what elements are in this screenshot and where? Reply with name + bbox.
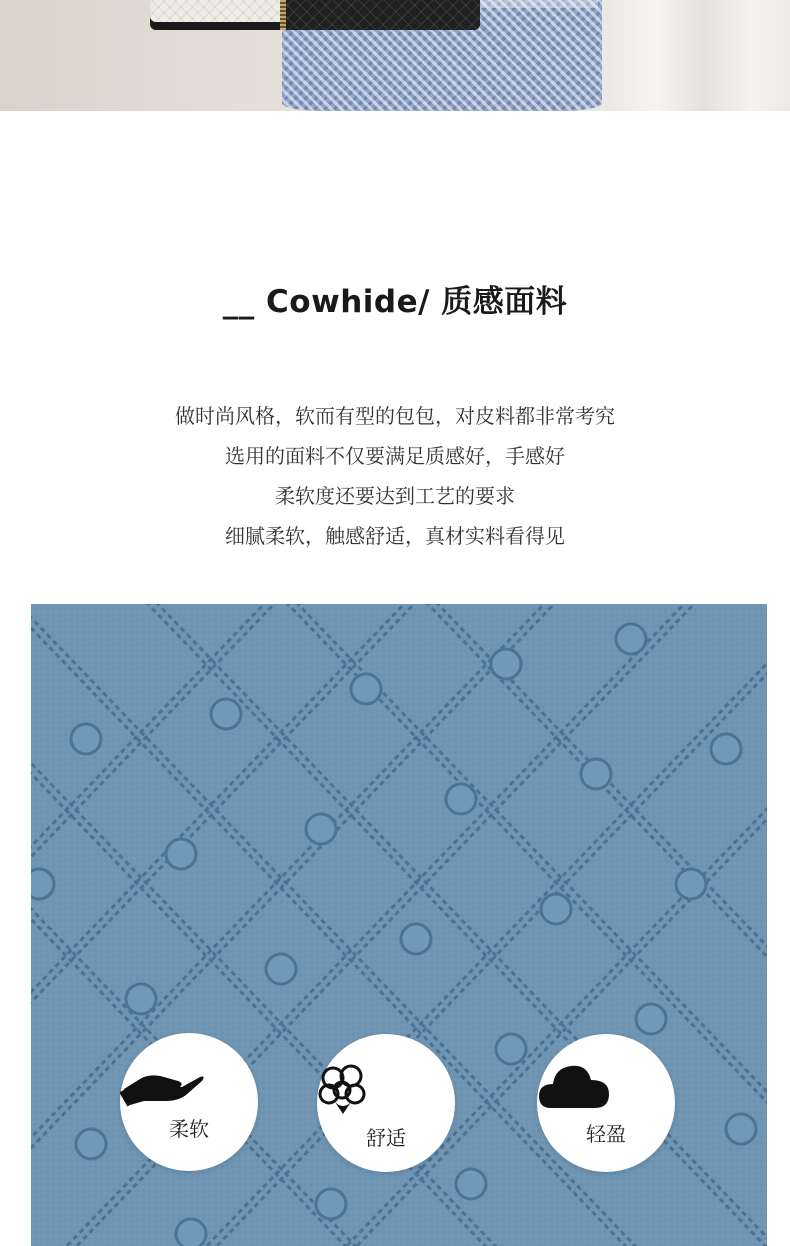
leather-texture-photo	[31, 604, 767, 1246]
feature-label: 柔软	[169, 1117, 209, 1141]
description-line: 选用的面料不仅要满足质感好，手感好	[225, 444, 565, 468]
material-description	[0, 396, 790, 556]
curtain-background	[600, 0, 790, 111]
feature-light	[537, 1034, 675, 1172]
description-line: 细腻柔软，触感舒适，真材实料看得见	[225, 524, 565, 548]
description-line: 柔软度还要达到工艺的要求	[275, 484, 515, 508]
pouch-dark-panel	[286, 0, 480, 30]
feature-label: 舒适	[366, 1126, 406, 1150]
feature-label: 轻盈	[586, 1122, 626, 1146]
description-line: 做时尚风格，软而有型的包包，对皮料都非常考究	[175, 404, 615, 428]
feature-comfort	[317, 1034, 455, 1172]
section-title: __ Cowhide/ 质感面料	[222, 284, 568, 320]
pouch-light-panel	[150, 0, 280, 22]
leather-pouch	[150, 0, 480, 30]
product-photo-top	[0, 0, 790, 111]
feature-soft	[120, 1033, 258, 1171]
